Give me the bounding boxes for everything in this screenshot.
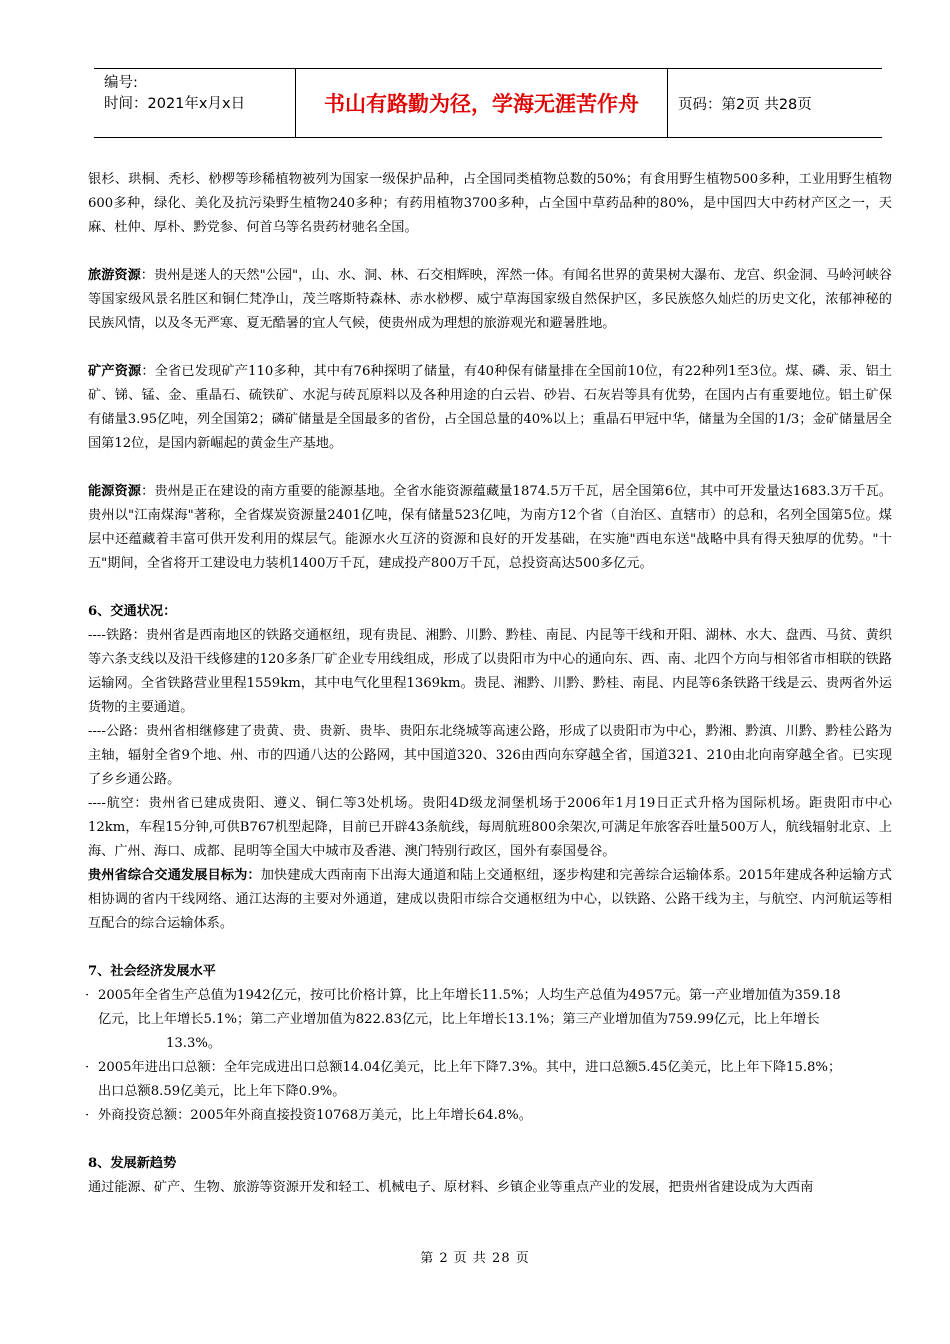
bullet-dot: · — [85, 1108, 90, 1123]
paragraph-tourism — [88, 264, 892, 336]
header-page-label: 页码：第2页 共28页 — [678, 96, 812, 113]
transport-goal-heading: 贵州省综合交通发展目标为： — [88, 868, 261, 883]
section-8-heading: 8、发展新趋势 — [88, 1156, 177, 1171]
paragraph-air: ----航空：贵州省已建成贵阳、遵义、铜仁等3处机场。贵阳4D级龙洞堡机场于2006年1月19日正式升格为国际机场。距贵阳市中心12km，车程15分钟,可供B767机型起降，目前已开辟43条航线，每周航班800余架次,可满足年旅客吞吐量500万人，航线辐射北京、上海、广州、海口、成都、昆明等全国大中城市及香港、澳门特别行政区，国外有泰国曼谷。 — [88, 796, 892, 859]
page-header — [94, 68, 882, 138]
list-item — [85, 984, 892, 1056]
section-7-heading: 7、社会经济发展水平 — [88, 964, 216, 979]
list-item — [85, 1056, 892, 1104]
tourism-heading: 旅游资源 — [88, 268, 141, 283]
paragraph-mineral — [88, 360, 892, 456]
list-item — [85, 1104, 892, 1128]
tourism-text: ：贵州是迷人的天然"公园"，山、水、洞、林、石交相辉映，浑然一体。有闻名世界的黄果树大瀑布、龙宫、织金洞、马岭河峡谷等国家级风景名胜区和铜仁梵净山，茂兰喀斯特森林、赤水桫椤、威宁草海国家级自然保护区，多民族悠久灿烂的历史文化，浓郁神秘的民族风情，以及冬无严寒、夏无酷暑的宜人气候，使贵州成为理想的旅游观光和避暑胜地。 — [88, 268, 892, 331]
paragraph-trend: 通过能源、矿产、生物、旅游等资源开发和轻工、机械电子、原材料、乡镇企业等重点产业的发展，把贵州省建设成为大西南 — [88, 1180, 814, 1195]
transport-goal-text: 加快建成大西南南下出海大通道和陆上交通枢纽，逐步构建和完善综合运输体系。2015年建成各种运输方式相协调的省内干线网络、通江达海的主要对外通道，建成以贵阳市综合交通枢纽为中心，以铁路、公路干线为主，与航空、内河航运等相互配合的综合运输体系。 — [88, 868, 892, 931]
header-time-label: 时间：2021年x月x日 — [104, 96, 246, 112]
header-code-label: 编号: — [104, 75, 138, 91]
bullet-gdp-line2: 亿元，比上年增长5.1%；第二产业增加值为822.83亿元，比上年增长13.1%；第三产业增加值为759.99亿元，比上年增长 — [98, 1012, 820, 1027]
energy-heading: 能源资源 — [88, 484, 142, 499]
header-meta — [94, 69, 295, 137]
section-6-heading: 6、交通状况： — [88, 604, 177, 619]
paragraph-road: ----公路：贵州省相继修建了贵黄、贵、贵新、贵毕、贵阳东北绕城等高速公路，形成了以贵阳市为中心，黔湘、黔滇、川黔、黔桂公路为主轴，辐射全省9个地、州、市的四通八达的公路网，其中国道320、326由西向东穿越全省，国道321、210由北向南穿越全省。已实现了乡乡通公路。 — [88, 724, 892, 787]
paragraph-rail: ----铁路：贵州省是西南地区的铁路交通枢纽，现有贵昆、湘黔、川黔、黔桂、南昆、内昆等干线和开阳、湖林、水大、盘西、马贫、黄织等六条支线以及沿干线修建的120多条厂矿企业专用线组成，形成了以贵阳市为中心的通向东、西、南、北四个方向与相邻省市相联的铁路运输网。全省铁路营业里程1559km，其中电气化里程1369km。贵昆、湘黔、川黔、黔桂、南昆、内昆等6条铁路干线是云、贵两省外运货物的主要通道。 — [88, 628, 892, 715]
bullet-gdp-line1: 2005年全省生产总值为1942亿元，按可比价格计算，比上年增长11.5%；人均生产总值为4957元。第一产业增加值为359.18 — [98, 988, 841, 1003]
document-body — [85, 168, 892, 1200]
bullet-trade-line2: 出口总额8.59亿美元，比上年下降0.9%。 — [98, 1084, 346, 1099]
energy-text: ：贵州是正在建设的南方重要的能源基地。全省水能资源蕴藏量1874.5万千瓦，居全国第6位，其中可开发量达1683.3万千瓦。贵州以"江南煤海"著称，全省煤炭资源量2401亿吨，保有储量523亿吨，为南方12个省（自治区、直辖市）的总和，名列全国第5位。煤层中还蕴藏着丰富可供开发利用的煤层气。能源水火互济的资源和良好的开发基础，在实施"西电东送"战略中具有得天独厚的优势。"十五"期间，全省将开工建设电力装机1400万千瓦，建成投产800万千瓦，总投资高达500多亿元。 — [88, 484, 892, 571]
page-footer: 第 2 页 共 28 页 — [420, 1251, 530, 1266]
bullet-gdp-line3: 13.3%。 — [166, 1036, 222, 1051]
paragraph-plants: 银杉、珙桐、秃杉、桫椤等珍稀植物被列为国家一级保护品种，占全国同类植物总数的50%；有食用野生植物500多种，工业用野生植物600多种，绿化、美化及抗污染野生植物240多种；有药用植物3700多种，占全国中草药品种的80%，是中国四大中药材产区之一，天麻、杜仲、厚朴、黔党参、何首乌等名贵药材驰名全国。 — [88, 172, 892, 235]
bullet-fdi-line1: 外商投资总额：2005年外商直接投资10768万美元，比上年增长64.8%。 — [98, 1108, 532, 1123]
paragraph-transport-goal — [88, 864, 892, 936]
bullet-dot: · — [85, 988, 90, 1003]
bullet-dot: · — [85, 1060, 90, 1075]
paragraph-energy — [88, 480, 892, 576]
mineral-text: ：全省已发现矿产110多种，其中有76种探明了储量，有40种保有储量排在全国前10位，有22种列1至3位。煤、磷、汞、铝土矿、锑、锰、金、重晶石、硫铁矿、水泥与砖瓦原料以及各种用途的白云岩、砂岩、石灰岩等具有优势，在国内占有重要地位。铝土矿保有储量3.95亿吨，列全国第2；磷矿储量是全国最多的省份，占全国总量的40%以上；重晶石甲冠中华，储量为全国的1/3；金矿储量居全国第12位，是国内新崛起的黄金生产基地。 — [88, 364, 892, 451]
header-motto: 书山有路勤为径，学海无涯苦作舟 — [295, 69, 668, 137]
mineral-heading: 矿产资源 — [88, 364, 142, 379]
bullet-trade-line1: 2005年进出口总额：全年完成进出口总额14.04亿美元，比上年下降7.3%。其中，进口总额5.45亿美元，比上年下降15.8%； — [98, 1060, 842, 1075]
